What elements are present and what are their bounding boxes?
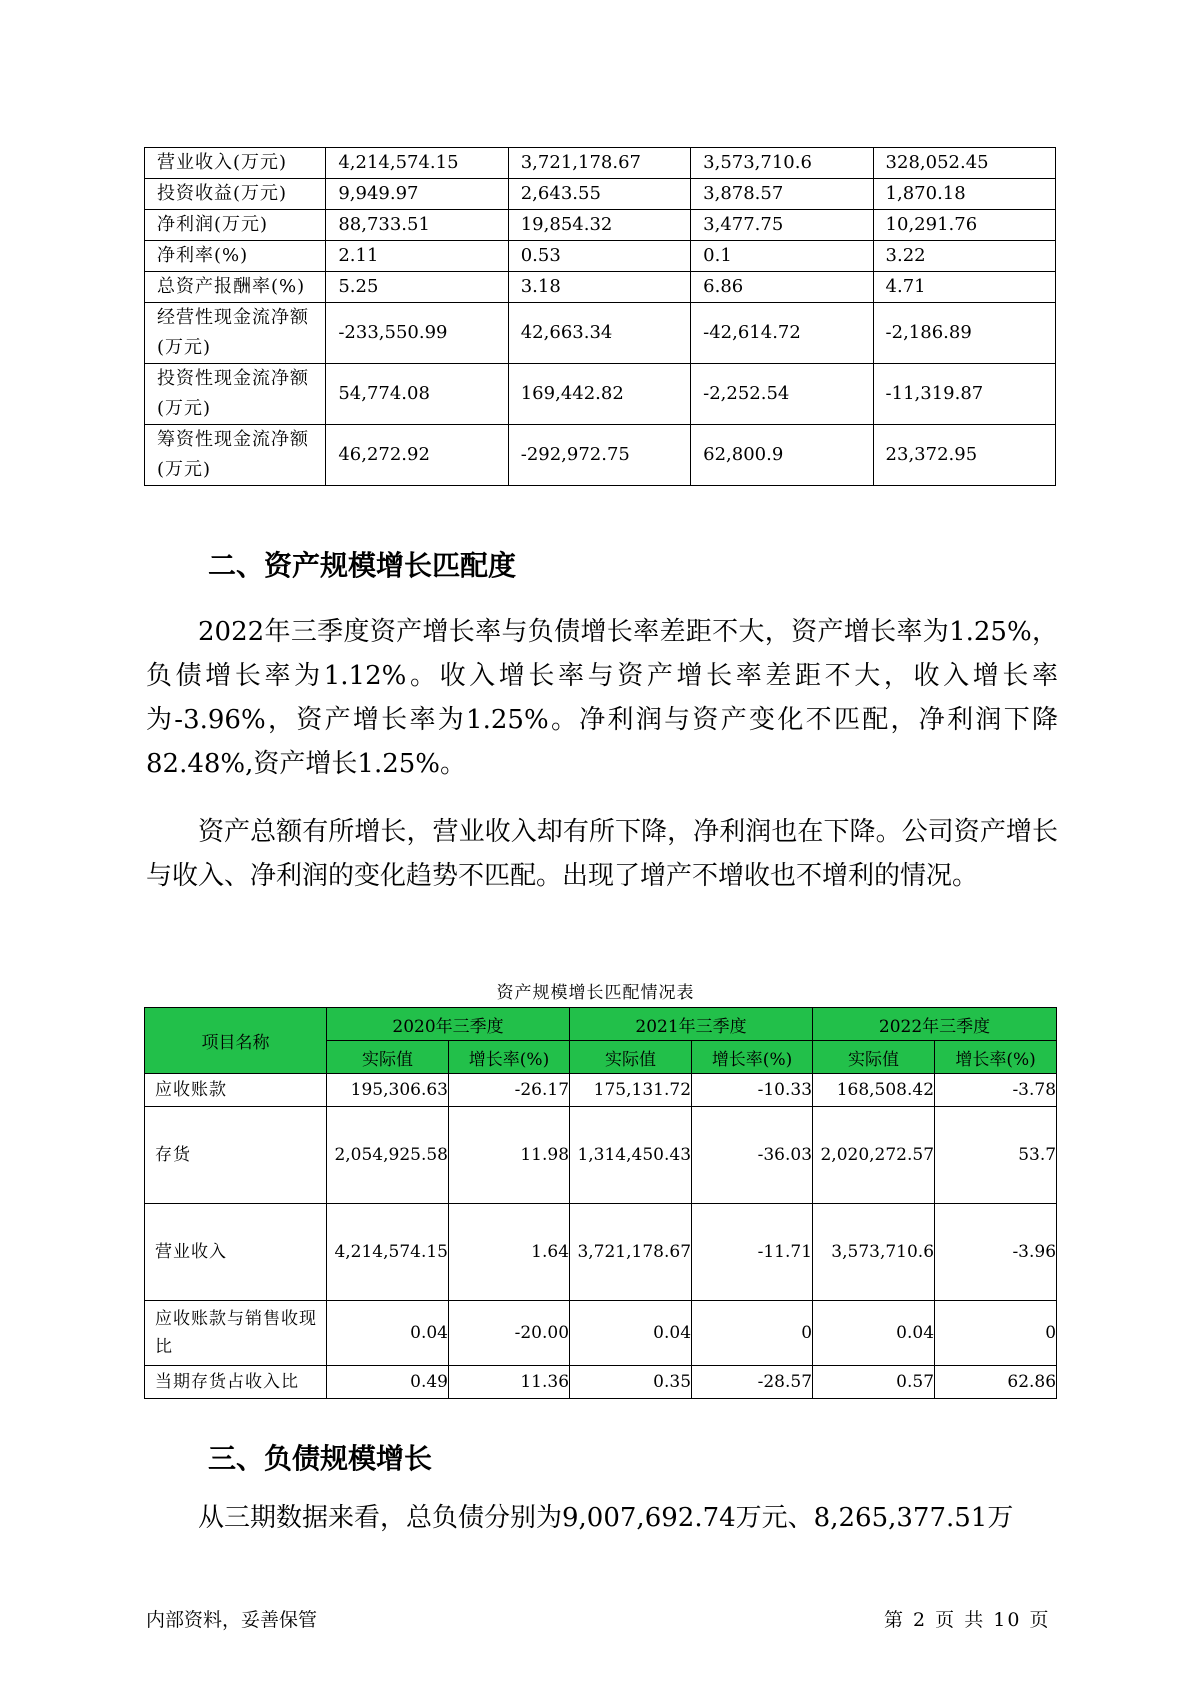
cell-value: 3,573,710.6 [691, 148, 873, 179]
cell-value: 62,800.9 [691, 425, 873, 486]
cell-value: 3,721,178.67 [508, 148, 690, 179]
cell-value: -10.33 [692, 1074, 813, 1107]
col-header-growth: 增长率(%) [692, 1041, 813, 1074]
cell-value: 195,306.63 [327, 1074, 449, 1107]
cell-value: 42,663.34 [508, 303, 690, 364]
header-row [145, 1008, 1057, 1041]
cell-value: 23,372.95 [873, 425, 1055, 486]
row-label: 投资收益(万元) [145, 179, 326, 210]
cell-value: 0 [692, 1301, 813, 1366]
cell-value: 0.57 [813, 1366, 935, 1399]
cell-value: 175,131.72 [570, 1074, 692, 1107]
cell-value: 169,442.82 [508, 364, 690, 425]
table-row [145, 148, 1056, 179]
row-label: 经营性现金流净额(万元) [145, 303, 326, 364]
row-label: 筹资性现金流净额(万元) [145, 425, 326, 486]
cell-value: 19,854.32 [508, 210, 690, 241]
cell-value: 0.49 [327, 1366, 449, 1399]
cell-value: 62.86 [935, 1366, 1057, 1399]
cell-value: 0.04 [570, 1301, 692, 1366]
col-header-growth: 增长率(%) [449, 1041, 570, 1074]
cell-value: 0.04 [327, 1301, 449, 1366]
col-header-item: 项目名称 [145, 1008, 327, 1074]
cell-value: 1.64 [449, 1204, 570, 1301]
financial-summary-table [144, 147, 1056, 486]
cell-value: 1,314,450.43 [570, 1107, 692, 1204]
cell-value: -28.57 [692, 1366, 813, 1399]
cell-value: 3,721,178.67 [570, 1204, 692, 1301]
row-label: 营业收入(万元) [145, 148, 326, 179]
col-header-actual: 实际值 [327, 1041, 449, 1074]
col-header-actual: 实际值 [570, 1041, 692, 1074]
table-row [145, 1204, 1057, 1301]
cell-value: 6.86 [691, 272, 873, 303]
cell-value: -3.78 [935, 1074, 1057, 1107]
body-paragraph: 资产总额有所增长，营业收入却有所下降，净利润也在下降。公司资产增长与收入、净利润的变化趋势不匹配。出现了增产不增收也不增利的情况。 [146, 817, 1058, 891]
cell-value: 3.18 [508, 272, 690, 303]
cell-value: -42,614.72 [691, 303, 873, 364]
col-header-actual: 实际值 [813, 1041, 935, 1074]
table-row [145, 1301, 1057, 1366]
table-row [145, 1074, 1057, 1107]
cell-value: -2,252.54 [691, 364, 873, 425]
table-caption: 资产规模增长匹配情况表 [496, 983, 695, 1003]
cell-value: 2.11 [326, 241, 508, 272]
page-number: 第 2 页 共 10 页 [884, 1609, 1051, 1631]
row-label: 投资性现金流净额(万元) [145, 364, 326, 425]
body-paragraph: 从三期数据来看，总负债分别为9,007,692.74万元、8,265,377.51万 [198, 1503, 1014, 1533]
cell-value: 0.1 [691, 241, 873, 272]
cell-value: 3,878.57 [691, 179, 873, 210]
row-label: 营业收入 [145, 1204, 327, 1301]
cell-value: 5.25 [326, 272, 508, 303]
cell-value: 88,733.51 [326, 210, 508, 241]
cell-value: 11.36 [449, 1366, 570, 1399]
cell-value: 0 [935, 1301, 1057, 1366]
col-header-period: 2020年三季度 [327, 1008, 570, 1041]
cell-value: 53.7 [935, 1107, 1057, 1204]
cell-value: -20.00 [449, 1301, 570, 1366]
table-row [145, 210, 1056, 241]
cell-value: -3.96 [935, 1204, 1057, 1301]
col-header-growth: 增长率(%) [935, 1041, 1057, 1074]
row-label: 存货 [145, 1107, 327, 1204]
table-row [145, 1366, 1057, 1399]
row-label: 总资产报酬率(%) [145, 272, 326, 303]
row-label: 应收账款 [145, 1074, 327, 1107]
cell-value: 54,774.08 [326, 364, 508, 425]
section-heading: 二、资产规模增长匹配度 [208, 549, 517, 582]
cell-value: 4,214,574.15 [327, 1204, 449, 1301]
cell-value: 3,573,710.6 [813, 1204, 935, 1301]
cell-value: 168,508.42 [813, 1074, 935, 1107]
cell-value: -2,186.89 [873, 303, 1055, 364]
cell-value: 4.71 [873, 272, 1055, 303]
table-row [145, 364, 1056, 425]
section-heading: 三、负债规模增长 [208, 1442, 433, 1475]
cell-value: -233,550.99 [326, 303, 508, 364]
row-label: 当期存货占收入比 [145, 1366, 327, 1399]
cell-value: -36.03 [692, 1107, 813, 1204]
footer-confidential-note: 内部资料，妥善保管 [146, 1609, 318, 1631]
table-row [145, 272, 1056, 303]
table-row [145, 241, 1056, 272]
body-paragraph: 2022年三季度资产增长率与负债增长率差距不大，资产增长率为1.25%，负债增长率为1.12%。收入增长率与资产增长率差距不大，收入增长率为-3.96%，资产增长率为1.25%。净利润与资产变化不匹配，净利润下降82.48%,资产增长1.25%。 [146, 617, 1058, 779]
cell-value: 1,870.18 [873, 179, 1055, 210]
cell-value: 9,949.97 [326, 179, 508, 210]
cell-value: -11.71 [692, 1204, 813, 1301]
table-row [145, 303, 1056, 364]
cell-value: 328,052.45 [873, 148, 1055, 179]
cell-value: 4,214,574.15 [326, 148, 508, 179]
cell-value: 10,291.76 [873, 210, 1055, 241]
row-label: 净利润(万元) [145, 210, 326, 241]
cell-value: 11.98 [449, 1107, 570, 1204]
asset-growth-table [144, 1007, 1057, 1399]
table-row [145, 425, 1056, 486]
cell-value: 2,020,272.57 [813, 1107, 935, 1204]
cell-value: 0.04 [813, 1301, 935, 1366]
cell-value: 2,054,925.58 [327, 1107, 449, 1204]
col-header-period: 2022年三季度 [813, 1008, 1057, 1041]
cell-value: -11,319.87 [873, 364, 1055, 425]
col-header-period: 2021年三季度 [570, 1008, 813, 1041]
row-label: 净利率(%) [145, 241, 326, 272]
cell-value: 3.22 [873, 241, 1055, 272]
cell-value: 46,272.92 [326, 425, 508, 486]
cell-value: 2,643.55 [508, 179, 690, 210]
table-row [145, 1107, 1057, 1204]
table-row [145, 179, 1056, 210]
cell-value: 0.53 [508, 241, 690, 272]
cell-value: 0.35 [570, 1366, 692, 1399]
cell-value: -26.17 [449, 1074, 570, 1107]
cell-value: 3,477.75 [691, 210, 873, 241]
cell-value: -292,972.75 [508, 425, 690, 486]
row-label: 应收账款与销售收现比 [145, 1301, 327, 1366]
